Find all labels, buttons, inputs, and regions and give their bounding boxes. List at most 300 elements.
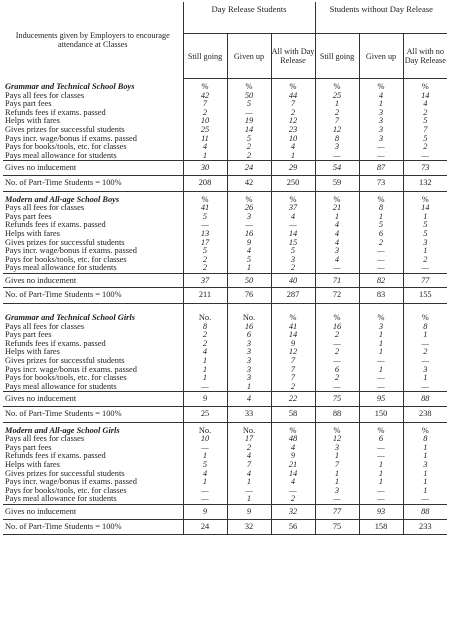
row-label: Helps with fares	[3, 461, 183, 470]
row-label: Helps with fares	[3, 348, 183, 357]
column-header: Given up	[359, 34, 403, 79]
table-cell: 250	[271, 175, 315, 191]
table-cell: 13	[183, 230, 227, 239]
table-cell: 1	[183, 357, 227, 366]
row-label: Pays meal allowance for students	[3, 495, 183, 504]
table-cell: —	[183, 495, 227, 504]
table-cell: 3	[403, 366, 447, 375]
row-label: Pays all fees for classes	[3, 92, 183, 101]
table-cell: 4	[271, 444, 315, 453]
table-cell: 3	[227, 357, 271, 366]
table-cell: 2	[271, 109, 315, 118]
table-cell: 3	[315, 247, 359, 256]
table-cell: —	[227, 221, 271, 230]
table-cell: 2	[315, 348, 359, 357]
table-cell: 5	[183, 213, 227, 222]
table-cell: 24	[183, 519, 227, 535]
unit-label: %	[227, 191, 271, 204]
table-cell: 75	[315, 392, 359, 407]
table-cell: 95	[359, 392, 403, 407]
table-cell: 3	[271, 256, 315, 265]
table-cell: —	[359, 383, 403, 392]
table-cell: 1	[315, 478, 359, 487]
column-header: Given up	[227, 34, 271, 79]
table-cell: 6	[359, 435, 403, 444]
table-cell: 32	[271, 504, 315, 519]
section-title: Modern and All-age School Girls	[3, 422, 183, 435]
table-cell: 17	[183, 239, 227, 248]
row-label: Pays part fees	[3, 213, 183, 222]
row-label: Pays for books/tools, etc. for classes	[3, 256, 183, 265]
table-cell: 7	[315, 117, 359, 126]
unit-label: %	[359, 79, 403, 92]
table-cell: —	[403, 264, 447, 273]
table-cell: 3	[315, 143, 359, 152]
table-cell: 9	[271, 452, 315, 461]
unit-label: %	[403, 310, 447, 323]
row-label: Pays part fees	[3, 331, 183, 340]
table-cell: 14	[227, 126, 271, 135]
unit-label: %	[359, 191, 403, 204]
table-cell: 3	[359, 323, 403, 332]
row-label: Helps with fares	[3, 230, 183, 239]
table-cell: 75	[315, 519, 359, 535]
table-cell: —	[359, 357, 403, 366]
table-cell: 1	[403, 452, 447, 461]
table-cell: 3	[227, 366, 271, 375]
unit-label: %	[359, 310, 403, 323]
table-cell: 2	[315, 374, 359, 383]
unit-label: %	[315, 422, 359, 435]
table-cell: 9	[271, 340, 315, 349]
table-cell: 25	[183, 126, 227, 135]
table-cell: 76	[227, 288, 271, 304]
unit-label: %	[271, 422, 315, 435]
table-cell: 24	[227, 161, 271, 176]
table-cell: 1	[315, 100, 359, 109]
table-cell: —	[359, 444, 403, 453]
row-label: Pays incr. wage/bonus if exams. passed	[3, 366, 183, 375]
section-title: Modern and All-age School Boys	[3, 191, 183, 204]
table-cell: 2	[183, 109, 227, 118]
table-cell: 4	[227, 392, 271, 407]
table-cell: 4	[403, 100, 447, 109]
no-inducement-row	[3, 273, 447, 288]
table-cell: 5	[227, 135, 271, 144]
unit-label: %	[403, 422, 447, 435]
table-cell: 16	[227, 323, 271, 332]
table-cell: 41	[183, 204, 227, 213]
table-cell: 88	[403, 504, 447, 519]
table-cell: —	[359, 452, 403, 461]
table-cell: —	[359, 495, 403, 504]
table-cell: 5	[183, 461, 227, 470]
unit-label: %	[271, 310, 315, 323]
table-cell: 10	[183, 435, 227, 444]
table-cell: 6	[359, 230, 403, 239]
unit-label: %	[315, 79, 359, 92]
table-cell: 5	[403, 230, 447, 239]
table-cell: 1	[315, 213, 359, 222]
table-cell: 58	[271, 407, 315, 423]
table-cell: 4	[271, 143, 315, 152]
table-cell: 1	[359, 213, 403, 222]
table-cell: 9	[183, 504, 227, 519]
table-cell: —	[315, 495, 359, 504]
table-cell: 1	[359, 478, 403, 487]
row-label: Refunds fees if exams. passed	[3, 221, 183, 230]
table-cell: 87	[359, 161, 403, 176]
total-students-row	[3, 288, 447, 304]
table-cell: 8	[403, 323, 447, 332]
table-cell: 1	[227, 264, 271, 273]
table-cell: 82	[359, 273, 403, 288]
table-cell: 1	[403, 444, 447, 453]
table-cell: 1	[403, 213, 447, 222]
table-cell: 73	[403, 161, 447, 176]
unit-label: %	[271, 79, 315, 92]
table-cell: 12	[271, 348, 315, 357]
table-cell: 3	[403, 461, 447, 470]
table-cell: —	[403, 152, 447, 161]
table-cell: —	[359, 247, 403, 256]
table-cell: 42	[183, 92, 227, 101]
table-cell: 208	[183, 175, 227, 191]
row-label: Pays part fees	[3, 100, 183, 109]
table-cell: 1	[183, 478, 227, 487]
table-cell: 4	[271, 478, 315, 487]
column-header: Still going	[315, 34, 359, 79]
table-cell: —	[315, 264, 359, 273]
table-cell: 33	[227, 407, 271, 423]
row-label: Pays all fees for classes	[3, 204, 183, 213]
table-cell: 1	[315, 452, 359, 461]
unit-label: %	[403, 191, 447, 204]
table-cell: 4	[183, 143, 227, 152]
row-label: No. of Part-Time Students = 100%	[3, 175, 183, 191]
table-cell: —	[227, 487, 271, 496]
table-cell: 11	[183, 135, 227, 144]
table-cell: 1	[403, 374, 447, 383]
table-cell: 4	[227, 470, 271, 479]
unit-label: No.	[227, 310, 271, 323]
table-cell: 1	[183, 366, 227, 375]
table-cell: 59	[315, 175, 359, 191]
table-cell: 7	[271, 357, 315, 366]
row-label: Refunds fees if exams. passed	[3, 109, 183, 118]
table-cell: 1	[227, 383, 271, 392]
table-cell: 7	[271, 100, 315, 109]
table-cell: 42	[227, 175, 271, 191]
total-students-row	[3, 407, 447, 423]
table-cell: 7	[315, 461, 359, 470]
row-label: Helps with fares	[3, 117, 183, 126]
table-cell: 4	[315, 256, 359, 265]
table-cell: —	[403, 495, 447, 504]
row-label: Gives no inducement	[3, 273, 183, 288]
table-cell: 158	[359, 519, 403, 535]
total-students-row	[3, 175, 447, 191]
table-cell: 23	[271, 126, 315, 135]
table-cell: 3	[359, 117, 403, 126]
table-cell: —	[403, 357, 447, 366]
table-cell: 1	[315, 470, 359, 479]
row-label: Refunds fees if exams. passed	[3, 340, 183, 349]
unit-label: No.	[183, 310, 227, 323]
table-cell: 1	[183, 374, 227, 383]
table-cell: —	[359, 143, 403, 152]
group-header-day-release: Day Release Students	[183, 2, 315, 34]
row-label: Pays for books/tools, etc. for classes	[3, 374, 183, 383]
table-cell: 10	[183, 117, 227, 126]
table-cell: 1	[227, 495, 271, 504]
table-cell: 12	[315, 435, 359, 444]
table-cell: 9	[227, 504, 271, 519]
unit-label: %	[183, 79, 227, 92]
table-cell: 4	[359, 92, 403, 101]
table-cell: 4	[183, 470, 227, 479]
table-cell: 41	[271, 323, 315, 332]
table-row	[3, 152, 447, 161]
table-cell: 4	[227, 452, 271, 461]
table-cell: —	[359, 487, 403, 496]
table-cell: 2	[271, 264, 315, 273]
unit-label: %	[403, 79, 447, 92]
table-cell: 25	[183, 407, 227, 423]
table-cell: —	[271, 221, 315, 230]
table-cell: 16	[227, 230, 271, 239]
table-cell: 287	[271, 288, 315, 304]
table-cell: 3	[227, 348, 271, 357]
table-cell: 54	[315, 161, 359, 176]
table-cell: 21	[315, 204, 359, 213]
table-cell: —	[359, 264, 403, 273]
table-cell: 83	[359, 288, 403, 304]
table-cell: 1	[403, 331, 447, 340]
table-cell: 5	[403, 221, 447, 230]
row-label: Pays for books/tools, etc. for classes	[3, 487, 183, 496]
table-cell: 77	[403, 273, 447, 288]
table-cell: 7	[227, 461, 271, 470]
table-cell: 7	[271, 366, 315, 375]
table-cell: 2	[183, 256, 227, 265]
table-cell: 2	[271, 495, 315, 504]
table-cell: 1	[359, 340, 403, 349]
row-label: Pays all fees for classes	[3, 435, 183, 444]
table-cell: 14	[271, 331, 315, 340]
row-label: Pays incr. wage/bonus if exams. passed	[3, 135, 183, 144]
table-cell: 3	[359, 109, 403, 118]
table-cell: 1	[227, 478, 271, 487]
table-cell: 77	[315, 504, 359, 519]
table-cell: 3	[403, 239, 447, 248]
table-cell: 29	[271, 161, 315, 176]
table-cell: 2	[403, 109, 447, 118]
table-cell: 8	[359, 204, 403, 213]
table-cell: 50	[227, 273, 271, 288]
table-cell: 7	[183, 100, 227, 109]
table-cell: 5	[403, 135, 447, 144]
table-cell: 88	[403, 392, 447, 407]
table-cell: 238	[403, 407, 447, 423]
table-cell: 14	[271, 470, 315, 479]
table-cell: 25	[315, 92, 359, 101]
group-header-no-day-release: Students without Day Release	[315, 2, 447, 34]
row-label: No. of Part-Time Students = 100%	[3, 288, 183, 304]
section-header-row	[3, 310, 447, 323]
row-label: Pays incr. wage/bonus if exams. passed	[3, 478, 183, 487]
table-cell: 8	[183, 323, 227, 332]
table-cell: 132	[403, 175, 447, 191]
table-cell: —	[403, 340, 447, 349]
table-cell: 44	[271, 92, 315, 101]
table-cell: 9	[227, 239, 271, 248]
no-inducement-row	[3, 392, 447, 407]
section-title: Grammar and Technical School Boys	[3, 79, 183, 92]
table-cell: 1	[359, 470, 403, 479]
table-cell: 2	[271, 383, 315, 392]
unit-label: %	[227, 79, 271, 92]
table-cell: —	[315, 383, 359, 392]
table-cell: 50	[227, 92, 271, 101]
table-cell: 37	[271, 204, 315, 213]
column-header: All with no Day Release	[403, 34, 447, 79]
table-cell: 17	[227, 435, 271, 444]
table-cell: 211	[183, 288, 227, 304]
section-title: Grammar and Technical School Girls	[3, 310, 183, 323]
table-cell: 1	[359, 331, 403, 340]
no-inducement-row	[3, 161, 447, 176]
table-row	[3, 495, 447, 504]
table-cell: 8	[403, 435, 447, 444]
table-cell: —	[359, 374, 403, 383]
section-header-row	[3, 79, 447, 92]
table-cell: 8	[315, 135, 359, 144]
table-cell: 1	[359, 461, 403, 470]
table-cell: 3	[359, 126, 403, 135]
table-cell: 4	[315, 239, 359, 248]
unit-label: No.	[183, 422, 227, 435]
table-cell: 2	[183, 331, 227, 340]
table-cell: —	[359, 152, 403, 161]
row-label: Pays all fees for classes	[3, 323, 183, 332]
table-cell: 1	[183, 452, 227, 461]
table-cell: 30	[183, 161, 227, 176]
table-cell: 73	[359, 175, 403, 191]
table-cell: —	[315, 357, 359, 366]
row-label: Gives prizes for successful students	[3, 470, 183, 479]
table-cell: 56	[271, 519, 315, 535]
table-cell: 150	[359, 407, 403, 423]
table-cell: 14	[403, 92, 447, 101]
table-cell: 1	[403, 487, 447, 496]
table-cell: 1	[359, 348, 403, 357]
table-cell: 21	[271, 461, 315, 470]
table-cell: 5	[183, 247, 227, 256]
table-cell: 3	[315, 444, 359, 453]
table-cell: 88	[315, 407, 359, 423]
table-cell: 1	[359, 100, 403, 109]
table-cell: 19	[227, 117, 271, 126]
unit-label: %	[315, 310, 359, 323]
table-cell: —	[403, 383, 447, 392]
inducements-table	[3, 2, 447, 535]
table-cell: —	[183, 221, 227, 230]
table-cell: —	[227, 109, 271, 118]
table-cell: 3	[315, 487, 359, 496]
unit-label: %	[359, 422, 403, 435]
table-cell: 4	[315, 230, 359, 239]
table-cell: —	[359, 256, 403, 265]
table-cell: 3	[227, 340, 271, 349]
unit-label: %	[271, 191, 315, 204]
row-label: No. of Part-Time Students = 100%	[3, 407, 183, 423]
table-cell: 5	[359, 221, 403, 230]
row-label: Gives prizes for successful students	[3, 126, 183, 135]
table-cell: 3	[359, 135, 403, 144]
row-label-header: Inducements given by Employers to encourage attendance at Classes	[3, 2, 183, 79]
table-cell: 10	[271, 135, 315, 144]
table-cell: 233	[403, 519, 447, 535]
table-cell: 93	[359, 504, 403, 519]
table-cell: 2	[315, 331, 359, 340]
table-cell: 9	[183, 392, 227, 407]
table-cell: 14	[403, 204, 447, 213]
table-cell: —	[315, 152, 359, 161]
table-row	[3, 383, 447, 392]
column-header: Still going	[183, 34, 227, 79]
table-cell: —	[183, 383, 227, 392]
table-cell: 3	[227, 213, 271, 222]
table-cell: 7	[403, 126, 447, 135]
table-cell: 12	[271, 117, 315, 126]
table-cell: —	[315, 340, 359, 349]
table-cell: —	[271, 487, 315, 496]
row-label: Pays for books/tools, etc. for classes	[3, 143, 183, 152]
table-cell: —	[183, 487, 227, 496]
row-label: Pays meal allowance for students	[3, 152, 183, 161]
row-label: Pays incr. wage/bonus if exams. passed	[3, 247, 183, 256]
table-cell: 71	[315, 273, 359, 288]
unit-label: %	[183, 191, 227, 204]
table-cell: 7	[271, 374, 315, 383]
row-label: Pays meal allowance for students	[3, 264, 183, 273]
table-cell: 4	[227, 247, 271, 256]
table-cell: 1	[359, 366, 403, 375]
row-label: Gives no inducement	[3, 161, 183, 176]
row-label: No. of Part-Time Students = 100%	[3, 519, 183, 535]
table-cell: 2	[403, 143, 447, 152]
table-body	[3, 79, 447, 535]
table-cell: 37	[183, 273, 227, 288]
table-cell: —	[183, 444, 227, 453]
table-cell: 22	[271, 392, 315, 407]
row-label: Pays part fees	[3, 444, 183, 453]
row-label: Gives no inducement	[3, 504, 183, 519]
table-cell: 2	[403, 256, 447, 265]
table-cell: 12	[315, 126, 359, 135]
table-cell: 5	[403, 117, 447, 126]
table-cell: 4	[183, 348, 227, 357]
table-cell: 155	[403, 288, 447, 304]
table-cell: 15	[271, 239, 315, 248]
table-cell: 14	[271, 230, 315, 239]
table-cell: 2	[183, 340, 227, 349]
unit-label: %	[315, 191, 359, 204]
table-cell: 32	[227, 519, 271, 535]
table-cell: 2	[227, 143, 271, 152]
row-label: Refunds fees if exams. passed	[3, 452, 183, 461]
